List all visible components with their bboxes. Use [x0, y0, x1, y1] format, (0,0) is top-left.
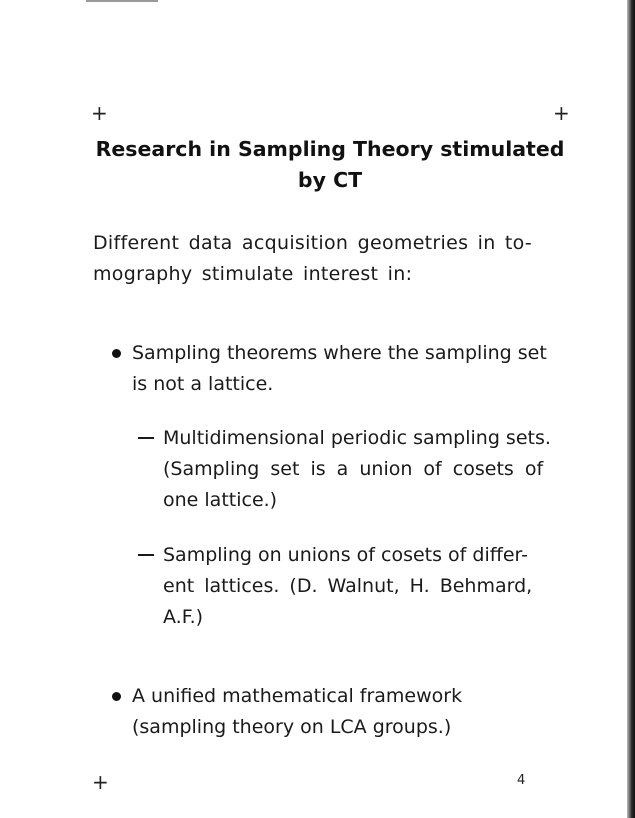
subitem-1 — [163, 423, 603, 516]
bullet-1-line-2: is not a lattice. — [132, 373, 274, 395]
slide-title-line-2: by CT — [297, 168, 363, 192]
subitem-1-line-3: one lattice.) — [163, 489, 278, 511]
scan-right-edge — [627, 0, 635, 818]
bullet-2-line-1: A unified mathematical framework — [132, 685, 463, 707]
bullet-1-line-1: Sampling theorems where the sampling set — [132, 342, 547, 364]
subitem-2 — [163, 540, 603, 633]
subitem-1-line-1: Multidimensional periodic sampling sets. — [163, 427, 551, 449]
slide-title — [70, 134, 590, 196]
intro-line-2: mography stimulate interest in: — [93, 263, 413, 285]
slide-title-line-1: Research in Sampling Theory stimulated — [95, 137, 565, 161]
bullet-dot — [112, 349, 121, 358]
registration-mark-top-right: + — [553, 101, 570, 125]
dash-marker — [138, 554, 154, 556]
subitem-2-line-3: A.F.) — [163, 606, 204, 628]
registration-mark-top-left: + — [91, 101, 108, 125]
bullet-item-2 — [132, 681, 592, 743]
bullet-2-line-2: (sampling theory on LCA groups.) — [132, 716, 452, 738]
scan-top-line — [86, 0, 158, 2]
intro-paragraph — [93, 228, 583, 290]
bullet-dot — [112, 692, 121, 701]
registration-mark-bottom-left: + — [92, 770, 109, 794]
page-number: 4 — [517, 773, 526, 788]
intro-line-1: Different data acquisition geometries in to- — [93, 232, 533, 254]
subitem-1-line-2: (Sampling set is a union of cosets of — [163, 458, 544, 480]
subitem-2-line-2: ent lattices. (D. Walnut, H. Behmard, — [163, 575, 533, 597]
dash-marker — [138, 437, 154, 439]
bullet-item-1 — [132, 338, 592, 400]
subitem-2-line-1: Sampling on unions of cosets of differ- — [163, 544, 528, 566]
